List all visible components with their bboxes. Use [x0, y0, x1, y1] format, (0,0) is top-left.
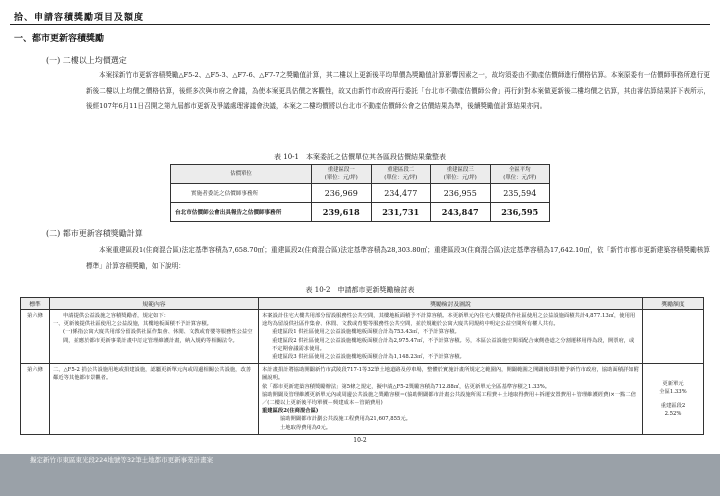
amount-line: 重建區段2: [660, 403, 686, 410]
header-cell: 全區平均 (單位：元/坪): [490, 165, 550, 184]
header-cell: 估價單位: [171, 165, 312, 184]
review-line: 本計畫捐計將協助開闢新竹市武陵段717-1等32筆土地道路及停車場，整體於實施計畫所規定之範圍內，開闢範圍之開闢後即捐贈予新竹市政府，協助面積詳如附圖說明。: [262, 367, 639, 382]
table-row: [21, 310, 704, 364]
value-cell: 236,955: [431, 184, 491, 203]
subheading-bonus-calculation: (二) 都市更新容積獎勵計算: [46, 229, 143, 238]
paragraph-bonus-calculation: [86, 243, 710, 274]
paragraph-text: 本案採新竹市更新容積獎勵△F5-2、△F5-3、△F7-6、△F7-7之獎勵值計算，其二樓以上更新後平均單價為獎勵值計算影響因素之一，故均須委由不動產估價師進行價格估算。本案原委有一估價師事務所進行更新後二樓以上均價之價格估算，後經多次與市府之會議，為使本案更具估價之客觀性，故又由新竹市政府再行委託「台北市不動產估價師公會」再行針對本案做更新後二樓均價之估算，其由審估算結果詳下表所示，後經107年6月11日召開之第九屆都市更新及爭議處理審議會決議，本案之二樓均價將以台北市不動產估價師公會之估價結果為準，後續獎勵值計算結果亦同。: [86, 71, 710, 111]
rule-line: 一、更新後提供社區使用之公益設施，其樓地板面積不予計算容積。: [53, 321, 212, 328]
review-cell: [259, 364, 643, 435]
appraisal-table: [170, 164, 550, 222]
value-cell: 236,969: [312, 184, 372, 203]
amount-line: 全區1.33%: [659, 388, 687, 395]
heading-urban-renewal-bonus: 一、都市更新容積獎勵: [14, 34, 105, 44]
amount-cell: [643, 310, 704, 364]
value-cell: 234,477: [371, 184, 431, 203]
section-title: 拾、申請容積獎勵項目及額度: [14, 13, 145, 23]
review-line: 協助開闢都市計劃公共設施工程費用為21,607,855元。: [280, 416, 411, 423]
footer-bar: [0, 454, 720, 496]
header-cell: 獎勵額度: [643, 298, 704, 310]
unit-cell: 實施者委託之估價師事務所: [171, 184, 312, 203]
table-row: [171, 203, 550, 222]
amount-cell: [643, 364, 704, 435]
amount-line: 更新單元: [662, 380, 684, 387]
review-line: 土地取得費用為0元。: [280, 424, 332, 431]
table2-caption: 表 10-2 申請都市更新獎勵檢討表: [305, 286, 415, 294]
footer-text: 擬定新竹市東區東光段224地號等32筆土地都市更新事業計畫案: [30, 456, 214, 464]
value-cell: 235,594: [490, 184, 550, 203]
header-cell: 標準: [21, 298, 50, 310]
top-rule: [10, 24, 710, 25]
value-cell: 243,847: [431, 203, 491, 222]
paragraph-text: 本案重建區段1(住商混合區)法定基準容積為7,658.70㎡；重建區段2(住商混合區)法定基準容積為28,303.80㎡；重建區段3(住商混合區)法定基準容積為17,642.10㎡，依「新竹市都市更新建築容積獎勵核算標準」計算容積獎勵，如下說明：: [86, 246, 710, 270]
value-cell: 236,595: [490, 203, 550, 222]
subheading-price-selection: (一) 二樓以上均價選定: [46, 56, 127, 65]
review-line: 重建區段2(住商混合區): [262, 408, 319, 415]
review-cell: [259, 310, 643, 364]
review-line: 重建區段2 供社區使用之公益設施樓地板面積合計為2,975.47㎡，不予計算容積。另，本區公益設施空間須配合東側巷道之分割遷移用得為段，開票府，或不定期會議需求使用。: [272, 337, 635, 352]
unit-cell: 台北市估價師公會出具報告之估價師事務所: [171, 203, 312, 222]
table-row: [171, 184, 550, 203]
rule-cell: [50, 364, 259, 435]
header-cell: 重建區段一 (單位：元/坪): [312, 165, 372, 184]
review-line: 依「都市更新建築容積獎勵辦法」第5條之規定，擬申請△F5-2獎勵容積為712.88㎡，佔更新單元全區基準容積之1.33%。: [262, 383, 551, 390]
header-cell: 獎勵檢討及圖說: [259, 298, 643, 310]
review-line: 重建區段3 供社區使用之公益設施樓地板面積合計為1,148.23㎡，不予計算容積。: [272, 354, 465, 361]
value-cell: 239,618: [312, 203, 372, 222]
header-cell: 規範內容: [50, 298, 259, 310]
table1-caption: 表 10-1 本案委託之估價單位其各區段估價結果彙整表: [274, 153, 446, 161]
rule-line: 二、△F5-2 捐公共設施用地或捐建設施，認屬更新單元內或周邊相關公共設施，改善鄰近等其他都市景觀者。: [53, 367, 252, 382]
review-line: 本案設計住宅大樓共用部分留設服務性公共空間，其樓地板面積予不計算容積。本更新單元內住宅大樓提供作社區使用之公益設施面積共計4,877.13㎡，使用用途均為留設供社區作集會、休閒、文教或育嬰等服務性公共空間，並於規範於公寓大廈共同規約中明定公益空間所有權人共有。: [262, 313, 636, 328]
review-line: 協助開闢及管理維護更新單元內或周邊公共設施之獎勵容積＝(協助開闢都市計畫公共設施所需工程費＋土地取得費用＋拆遷安置費用＋管理維護經費)×一點二倍／(二樓以上更新後平均單價－興建成本－管銷費用): [262, 391, 637, 407]
header-cell: 重建區段二 (單位：元/坪): [371, 165, 431, 184]
rule-line: 申請提供公益設施之容積獎勵者，規定如下：: [63, 313, 169, 319]
page-number: 10-2: [353, 437, 367, 444]
table-row: [21, 364, 704, 435]
standard-cell: 第六條: [21, 310, 50, 364]
rule-cell: [50, 310, 259, 364]
review-line: 重建區段1 供社區使用之公益設施樓地板面積合計為753.43㎡，不予計算容積。: [272, 329, 460, 336]
paragraph-price-selection: [86, 68, 710, 115]
value-cell: 231,731: [371, 203, 431, 222]
bonus-review-table: [20, 297, 704, 435]
amount-line: 2.52%: [664, 411, 682, 418]
table-header-row: [21, 298, 704, 310]
table-header-row: [171, 165, 550, 184]
standard-cell: 第六條: [21, 364, 50, 435]
header-cell: 重建區段三 (單位：元/坪): [431, 165, 491, 184]
rule-line: (一)係指公寓大廈共用部分留設供社區作集會、休閒、文教或育嬰等服務性公益空間，並應於都市更新事業計畫中訂定管理維護計畫，納入規約等相關法令。: [63, 329, 253, 344]
